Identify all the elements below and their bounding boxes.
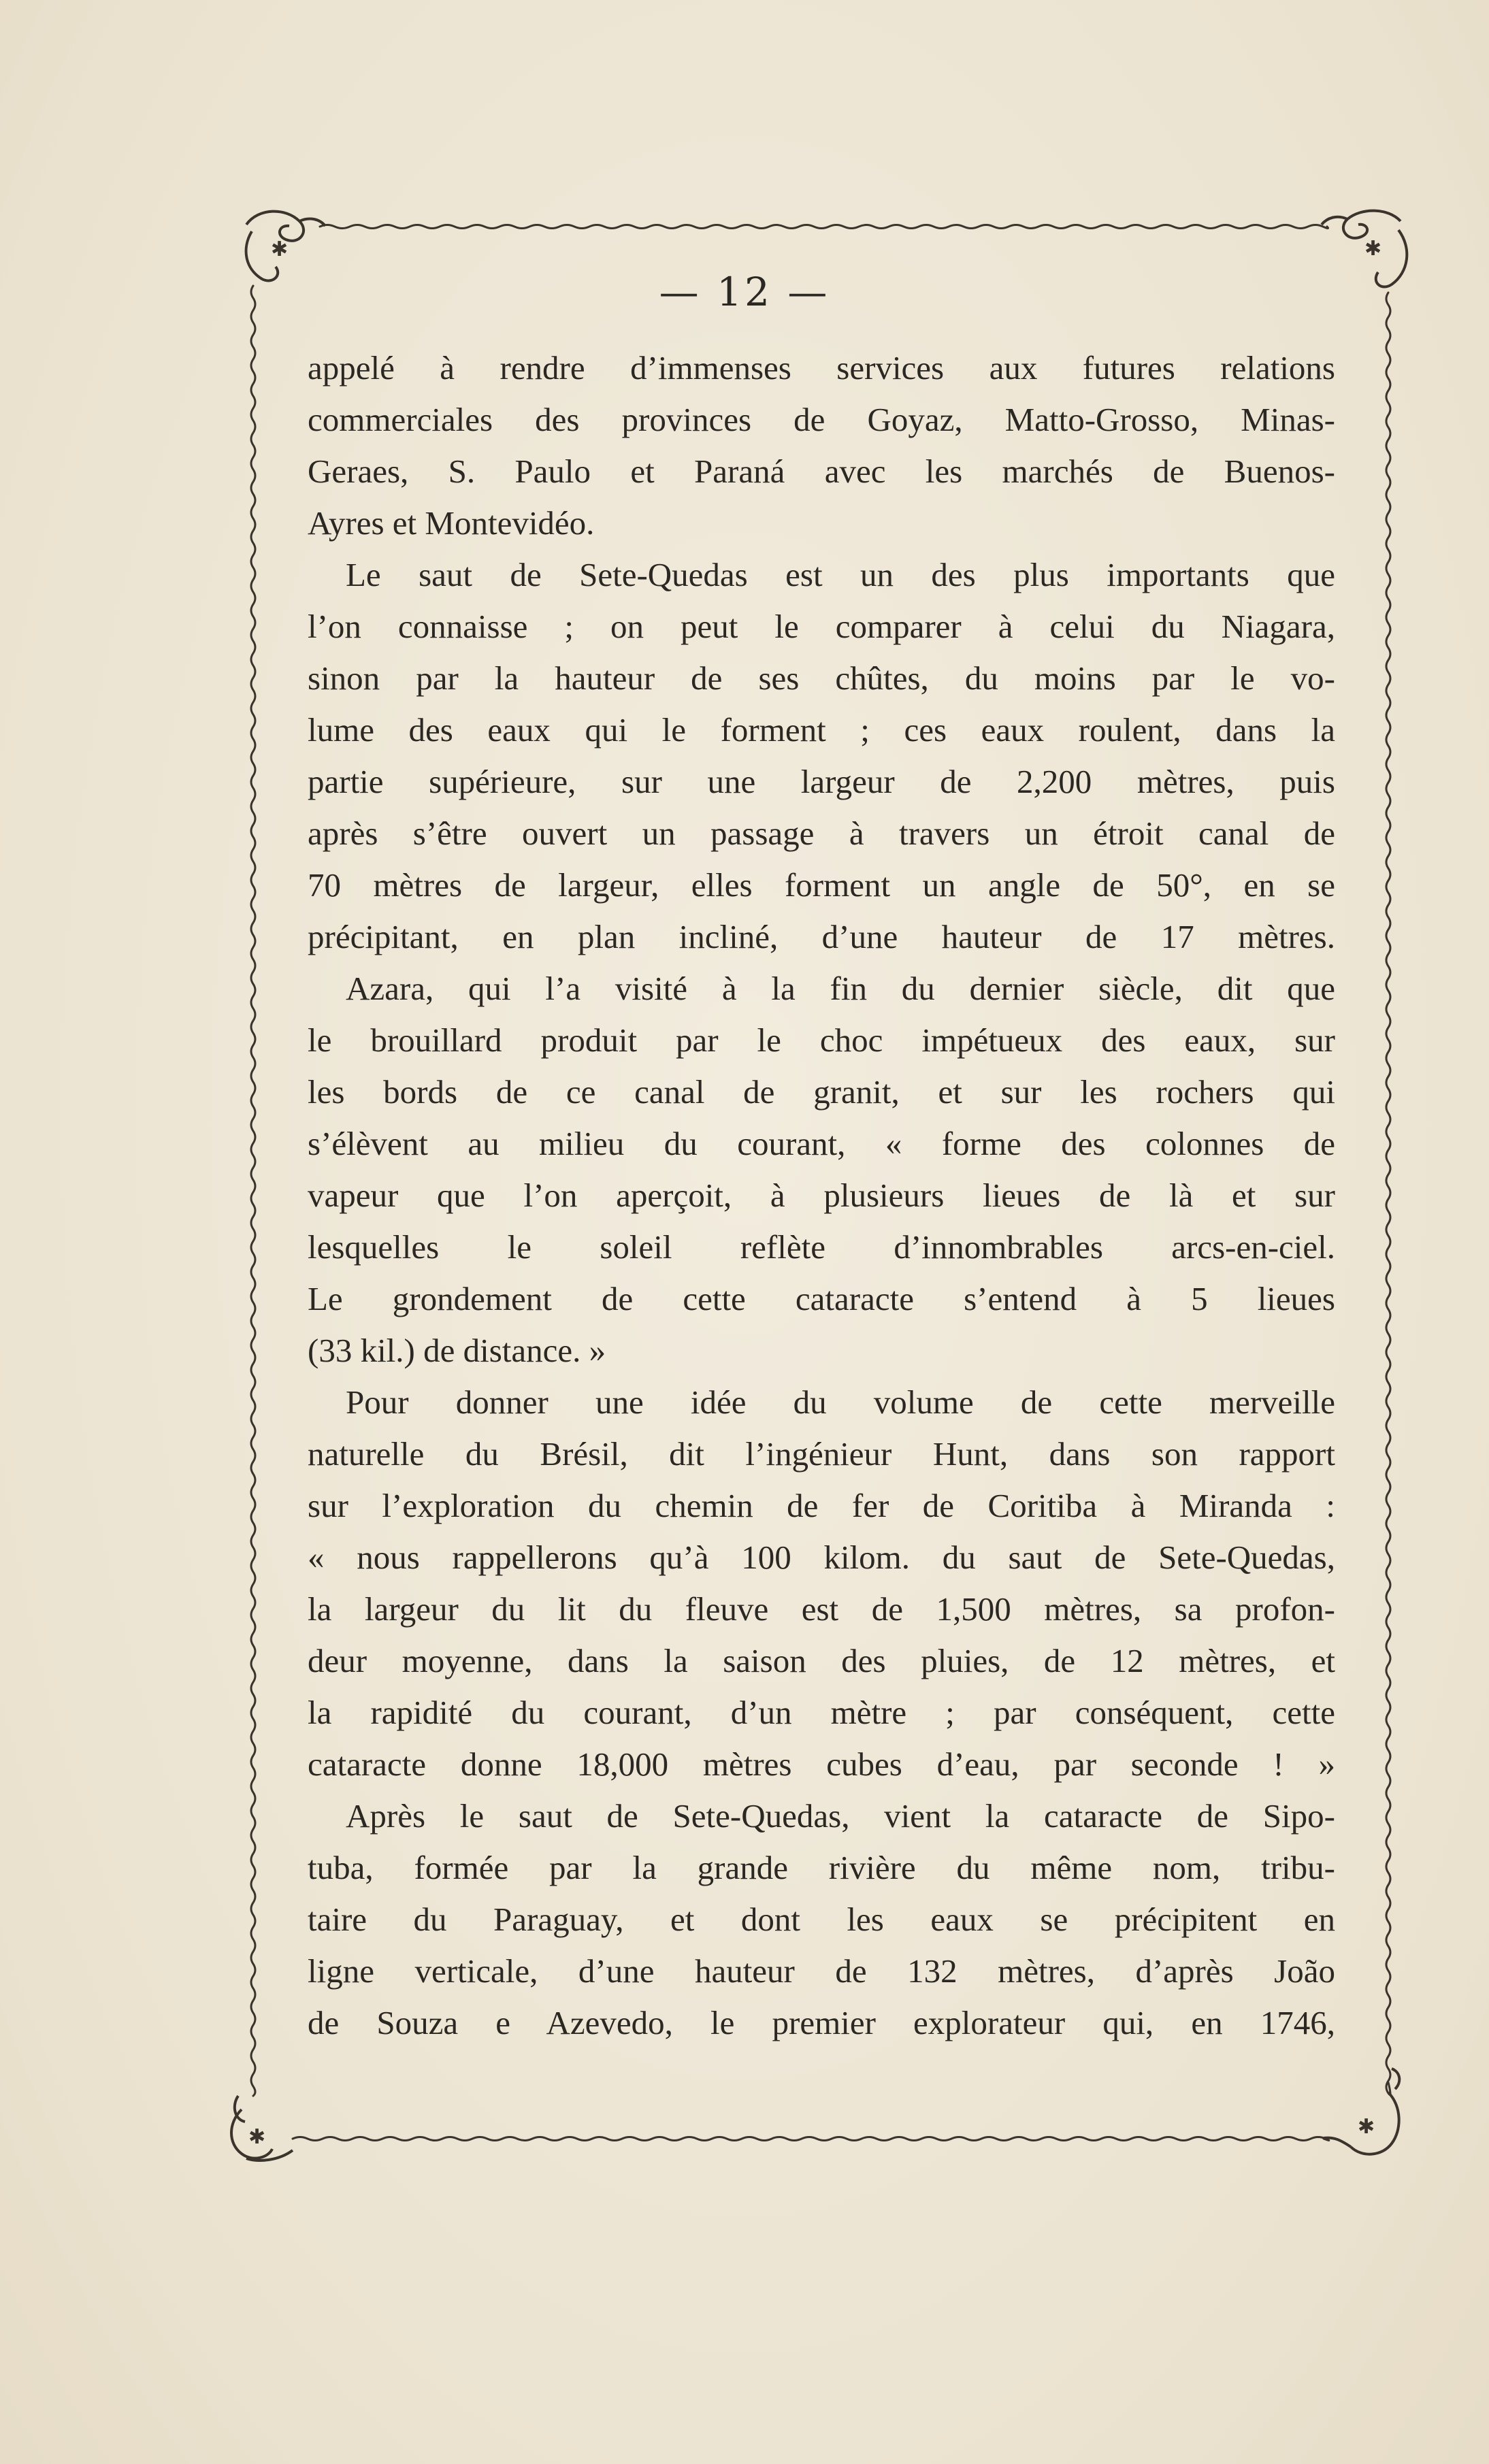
text-line: après s’être ouvert un passage à travers un étroit canal de: [308, 815, 1335, 852]
text-line: naturelle du Brésil, dit l’ingénieur Hunt, dans son rapport: [308, 1435, 1335, 1473]
text-line: partie supérieure, sur une largeur de 2,200 mètres, puis: [308, 763, 1335, 800]
corner-ornament-bottom-right: [1324, 2069, 1399, 2154]
text-line: Pour donner une idée du volume de cette merveille: [346, 1383, 1335, 1421]
text-line: lume des eaux qui le forment ; ces eaux roulent, dans la: [308, 711, 1335, 749]
text-line: s’élèvent au milieu du courant, « forme des colonnes de: [308, 1125, 1335, 1162]
svg-text:✱: ✱: [1364, 237, 1382, 261]
text-line: (33 kil.) de distance. »: [308, 1332, 606, 1369]
text-line: précipitant, en plan incliné, d’une hauteur de 17 mètres.: [308, 918, 1335, 955]
text-line: de Souza e Azevedo, le premier explorateur qui, en 1746,: [308, 2004, 1335, 2041]
text-line: tuba, formée par la grande rivière du même nom, tribu-: [308, 1849, 1335, 1886]
text-line: la rapidité du courant, d’un mètre ; par conséquent, cette: [308, 1694, 1335, 1731]
text-line: Azara, qui l’a visité à la fin du dernier siècle, dit que: [346, 970, 1335, 1007]
text-line: l’on connaisse ; on peut le comparer à celui du Niagara,: [308, 608, 1335, 645]
svg-text:✱: ✱: [248, 2125, 266, 2149]
text-line: la largeur du lit du fleuve est de 1,500 mètres, sa profon-: [308, 1590, 1335, 1628]
text-line: Geraes, S. Paulo et Paraná avec les marchés de Buenos-: [308, 453, 1335, 490]
text-line: Ayres et Montevidéo.: [308, 504, 595, 542]
text-line: sur l’exploration du chemin de fer de Coritiba à Miranda :: [308, 1487, 1335, 1524]
text-line: lesquelles le soleil reflète d’innombrables arcs-en-ciel.: [308, 1228, 1335, 1266]
text-line: Le grondement de cette cataracte s’entend à 5 lieues: [308, 1280, 1335, 1317]
text-line: cataracte donne 18,000 mètres cubes d’eau, par seconde ! »: [308, 1745, 1335, 1783]
body-text: [308, 342, 1335, 2049]
text-line: Le saut de Sete-Quedas est un des plus importants que: [346, 556, 1335, 593]
svg-text:✱: ✱: [1358, 2115, 1375, 2139]
text-line: sinon par la hauteur de ses chûtes, du moins par le vo-: [308, 659, 1335, 697]
page-number: — 12 —: [659, 269, 830, 315]
text-line: vapeur que l’on aperçoit, à plusieurs lieues de là et sur: [308, 1177, 1335, 1214]
text-line: le brouillard produit par le choc impétueux des eaux, sur: [308, 1021, 1335, 1059]
text-line: taire du Paraguay, et dont les eaux se précipitent en: [308, 1901, 1335, 1938]
svg-text:✱: ✱: [271, 237, 289, 261]
text-line: « nous rappellerons qu’à 100 kilom. du saut de Sete-Quedas,: [308, 1539, 1335, 1576]
text-line: 70 mètres de largeur, elles forment un angle de 50°, en se: [308, 866, 1335, 904]
text-line: commerciales des provinces de Goyaz, Matto-Grosso, Minas-: [308, 401, 1335, 438]
text-line: les bords de ce canal de granit, et sur les rochers qui: [308, 1073, 1335, 1111]
corner-ornament-bottom-left: [231, 2096, 293, 2161]
text-line: ligne verticale, d’une hauteur de 132 mètres, d’après João: [308, 1952, 1335, 1990]
text-line: Après le saut de Sete-Quedas, vient la cataracte de Sipo-: [346, 1797, 1335, 1835]
text-line: appelé à rendre d’immenses services aux futures relations: [308, 349, 1335, 387]
text-line: deur moyenne, dans la saison des pluies, de 12 mètres, et: [308, 1642, 1335, 1679]
